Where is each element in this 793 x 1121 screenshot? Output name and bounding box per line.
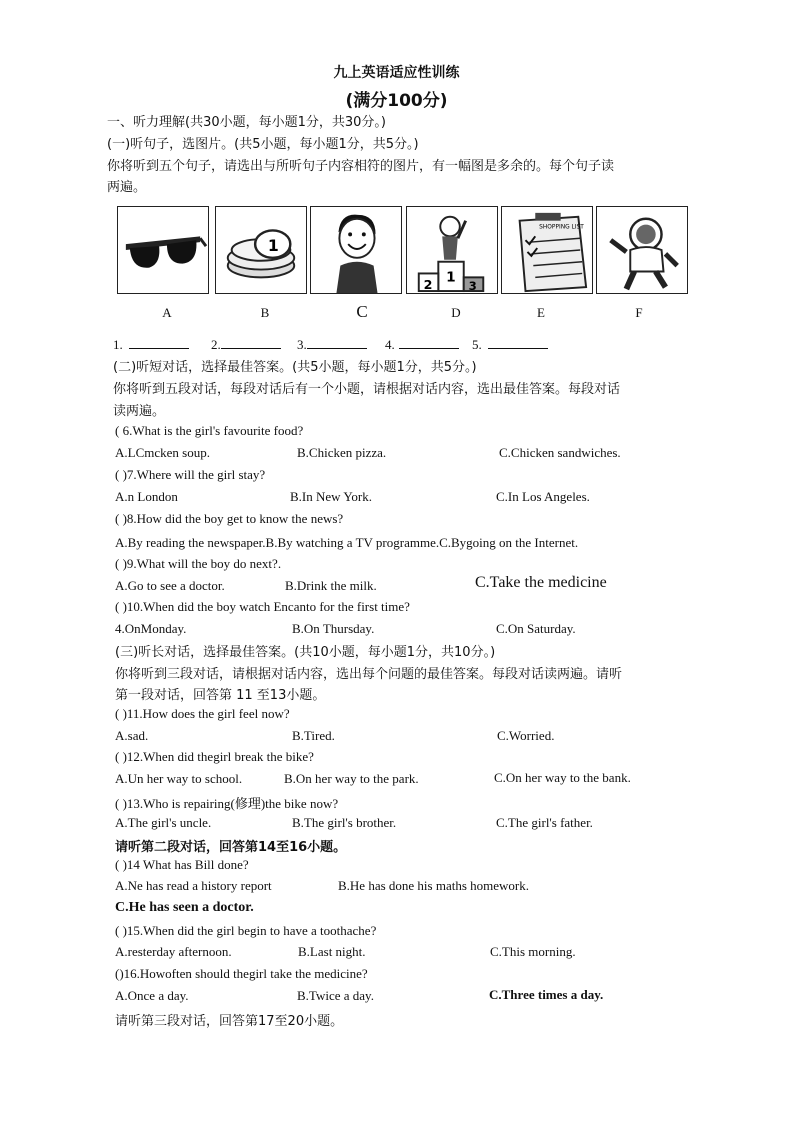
part2-instruction-line1: 你将听到五段对话，每段对话后有一个小题，请根据对话内容，选出最佳答案。每段对话	[113, 382, 621, 397]
picture-a	[117, 206, 209, 294]
page-subtitle: (满分100分)	[345, 91, 448, 111]
answer-blank-4[interactable]: 4.	[385, 336, 459, 353]
picture-label-c: C	[356, 302, 368, 321]
q9-option-c[interactable]: C.Take the medicine	[475, 574, 607, 591]
picture-label-a: A	[162, 305, 172, 320]
answer-blank-3[interactable]: 3.	[297, 336, 367, 353]
q6-option-a[interactable]: A.LCmcken soup.	[115, 445, 210, 460]
q10-option-b[interactable]: B.On Thursday.	[292, 621, 375, 636]
question-14: ( )14 What has Bill done?	[115, 857, 249, 872]
picture-c	[310, 206, 402, 294]
question-10: ( )10.When did the boy watch Encanto for the first time?	[115, 599, 410, 614]
q10-option-a[interactable]: 4.OnMonday.	[115, 621, 187, 636]
q6-option-c[interactable]: C.Chicken sandwiches.	[499, 445, 621, 460]
q15-option-a[interactable]: A.resterday afternoon.	[115, 944, 232, 959]
answer-blank-1[interactable]: 1.	[113, 336, 189, 353]
q16-option-c[interactable]: C.Three times a day.	[489, 987, 604, 1002]
q14-option-a[interactable]: A.Ne has read a history report	[115, 878, 272, 893]
q10-option-c[interactable]: C.On Saturday.	[496, 621, 576, 636]
question-12: ( )12.When did thegirl break the bike?	[115, 749, 314, 764]
question-15: ( )15.When did the girl begin to have a toothache?	[115, 923, 377, 938]
part2-instruction-line2: 读两遍。	[113, 404, 166, 419]
part3-second-instruction: 请听第二段对话，回答第14至16小题。	[115, 840, 347, 855]
q12-option-c[interactable]: C.On her way to the bank.	[494, 770, 631, 785]
q13-option-b[interactable]: B.The girl's brother.	[292, 815, 397, 830]
q16-option-b[interactable]: B.Twice a day.	[297, 988, 374, 1003]
q14-option-c[interactable]: C.He has seen a doctor.	[115, 900, 254, 915]
part3-instruction-line1: 你将听到三段对话，请根据对话内容，选出每个问题的最佳答案。每段对话读两遍。请听	[115, 667, 623, 682]
picture-d	[406, 206, 498, 294]
q14-option-b[interactable]: B.He has done his maths homework.	[338, 878, 530, 893]
q7-option-c[interactable]: C.In Los Angeles.	[496, 489, 590, 504]
picture-e	[501, 206, 593, 294]
svg-text:1: 1	[267, 235, 279, 255]
q15-option-b[interactable]: B.Last night.	[298, 944, 366, 959]
picture-label-f: F	[635, 305, 643, 320]
q13-option-c[interactable]: C.The girl's father.	[496, 815, 593, 830]
question-6: ( 6.What is the girl's favourite food?	[115, 423, 304, 438]
part1-heading: (一)听句子，选图片。(共5小题，每小题1分，共5分。)	[107, 137, 419, 152]
picture-f	[596, 206, 688, 294]
q11-option-a[interactable]: A.sad.	[115, 728, 149, 743]
part2-heading: (二)听短对话，选择最佳答案。(共5小题，每小题1分，共5分。)	[113, 360, 477, 375]
q12-option-a[interactable]: A.Un her way to school.	[115, 771, 243, 786]
q12-option-b[interactable]: B.On her way to the park.	[284, 771, 419, 786]
part1-instruction-line2: 两遍。	[107, 180, 147, 195]
podium-winner-icon	[407, 207, 497, 293]
q6-option-b[interactable]: B.Chicken pizza.	[297, 445, 387, 460]
svg-text:3: 3	[468, 279, 477, 293]
q13-option-a[interactable]: A.The girl's uncle.	[115, 815, 212, 830]
question-9: ( )9.What will the boy do next?.	[115, 556, 282, 571]
q9-option-a[interactable]: A.Go to see a doctor.	[115, 578, 225, 593]
q7-option-a[interactable]: A.n London	[115, 489, 178, 504]
q8-options[interactable]: A.By reading the newspaper.B.By watching a TV programme.C.Bygoing on the Internet.	[115, 535, 579, 550]
q15-option-c[interactable]: C.This morning.	[490, 944, 576, 959]
svg-text:1: 1	[446, 269, 456, 286]
smiling-boy-icon	[311, 207, 401, 293]
question-8: ( )8.How did the boy get to know the news?	[115, 511, 344, 526]
section-heading: 一、听力理解(共30小题，每小题1分，共30分。)	[107, 115, 386, 130]
coins-icon	[216, 207, 306, 293]
q9-option-b[interactable]: B.Drink the milk.	[285, 578, 377, 593]
q7-option-b[interactable]: B.In New York.	[290, 489, 372, 504]
question-7: ( )7.Where will the girl stay?	[115, 467, 266, 482]
picture-label-b: B	[260, 305, 270, 320]
astronaut-icon	[597, 207, 687, 293]
page-title: 九上英语适应性训练	[333, 65, 460, 81]
answer-blank-5[interactable]: 5.	[472, 336, 548, 353]
sunglasses-icon	[118, 207, 208, 293]
q11-option-b[interactable]: B.Tired.	[292, 728, 335, 743]
question-16: ()16.Howoften should thegirl take the medicine?	[115, 966, 368, 981]
question-11: ( )11.How does the girl feel now?	[115, 706, 290, 721]
picture-label-d: D	[451, 305, 461, 320]
shopping-list-icon	[502, 207, 592, 293]
part3-heading: (三)听长对话，选择最佳答案。(共10小题，每小题1分，共10分。)	[115, 645, 496, 660]
svg-text:2: 2	[423, 277, 433, 293]
picture-b	[215, 206, 307, 294]
picture-label-e: E	[537, 305, 545, 320]
q16-option-a[interactable]: A.Once a day.	[115, 988, 189, 1003]
question-13: ( )13.Who is repairing(修理)the bike now?	[115, 796, 339, 811]
part3-instruction-line2: 第一段对话，回答第 11 至13小题。	[115, 688, 326, 703]
part3-third-instruction: 请听第三段对话，回答第17至20小题。	[115, 1014, 344, 1029]
q11-option-c[interactable]: C.Worried.	[497, 728, 555, 743]
answer-blank-2[interactable]: 2.	[211, 336, 281, 353]
svg-text:SHOPPING LIST: SHOPPING LIST	[539, 224, 584, 231]
part1-instruction-line1: 你将听到五个句子，请选出与所听句子内容相符的图片，有一幅图是多余的。每个句子读	[107, 159, 615, 174]
